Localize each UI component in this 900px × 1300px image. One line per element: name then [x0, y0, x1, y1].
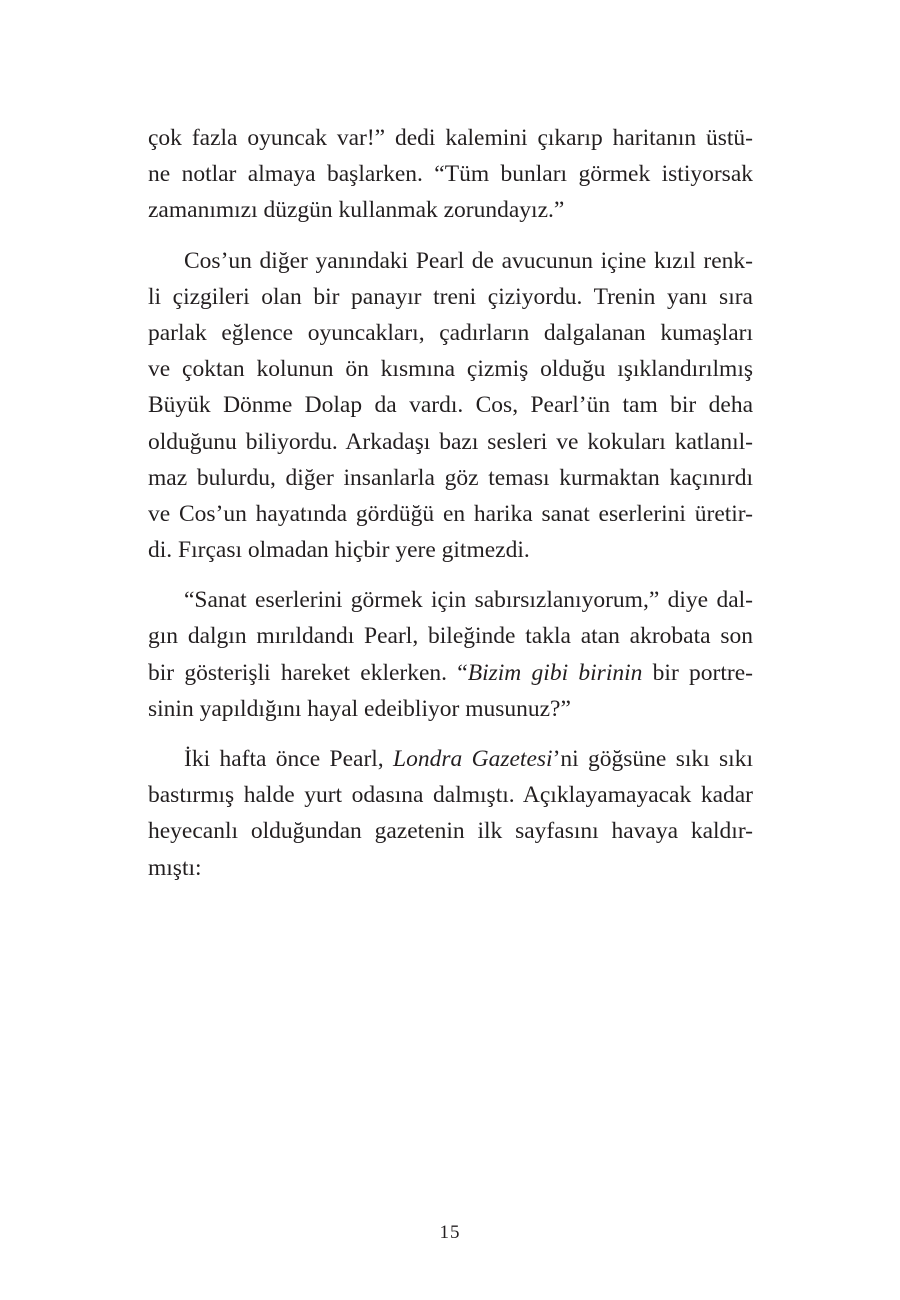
- page-body: [148, 120, 753, 886]
- text-line: olduğunu biliyordu. Arkadaşı bazı sesleri ve kokuları katlanıl-: [148, 428, 753, 455]
- text-line: di. Fırçası olmadan hiçbir yere gitmezdi.: [148, 537, 530, 564]
- text-segment: ’ni göğsüne sıkı sıkı: [552, 746, 753, 772]
- text-line: “Sanat eserlerini görmek için sabırsızlanıyorum,” diye dal-: [184, 587, 753, 614]
- text-line: ve çoktan kolunun ön kısmına çizmiş olduğu ışıklandırılmış: [148, 356, 753, 383]
- text-line: maz bulurdu, diğer insanlarla göz teması kurmaktan kaçınırdı: [148, 464, 753, 491]
- text-segment: bir portre-: [642, 659, 753, 686]
- text-line: sinin yapıldığını hayal edeibliyor musunuz?”: [148, 695, 571, 722]
- text-line: zamanımızı düzgün kullanmak zorundayız.”: [148, 197, 565, 224]
- text-line: [148, 655, 753, 691]
- text-line: Büyük Dönme Dolap da vardı. Cos, Pearl’ün tam bir deha: [148, 392, 753, 419]
- text-line: Cos’un diğer yanındaki Pearl de avucunun içine kızıl renk-: [184, 247, 753, 274]
- text-line: çok fazla oyuncak var!” dedi kalemini çıkarıp haritanın üstü-: [148, 125, 753, 151]
- paragraph-gap: [148, 229, 753, 243]
- text-segment: İki hafta önce Pearl,: [184, 746, 394, 772]
- text-line: bastırmış halde yurt odasına dalmıştı. Açıklayamayacak kadar: [148, 782, 753, 809]
- text-line: li çizgileri olan bir panayır treni çiziyordu. Trenin yanı sıra: [148, 283, 753, 310]
- text-line: [148, 741, 753, 777]
- text-line: parlak eğlence oyuncakları, çadırların dalgalanan kumaşları: [148, 319, 753, 346]
- text-line: ve Cos’un hayatında gördüğü en harika sanat eserlerini üretir-: [148, 500, 753, 527]
- paragraph-2: [148, 243, 753, 569]
- paragraph-1: [148, 120, 753, 229]
- paragraph-4: [148, 741, 753, 886]
- text-line: gın dalgın mırıldandı Pearl, bileğinde takla atan akrobata son: [148, 623, 753, 650]
- text-line: heyecanlı olduğundan gazetenin ilk sayfasını havaya kaldır-: [148, 818, 753, 845]
- paragraph-3: [148, 582, 753, 727]
- text-segment: bir gösterişli hareket eklerken. “: [148, 659, 468, 686]
- text-line: mıştı:: [148, 854, 202, 881]
- text-line: ne notlar almaya başlarken. “Tüm bunları görmek istiyorsak: [148, 161, 753, 188]
- italic-phrase: Bizim gibi birinin: [467, 659, 643, 686]
- paragraph-gap: [148, 727, 753, 741]
- italic-newspaper-title: Londra Gazetesi: [393, 746, 553, 772]
- paragraph-gap: [148, 568, 753, 582]
- page-number: 15: [439, 1222, 461, 1243]
